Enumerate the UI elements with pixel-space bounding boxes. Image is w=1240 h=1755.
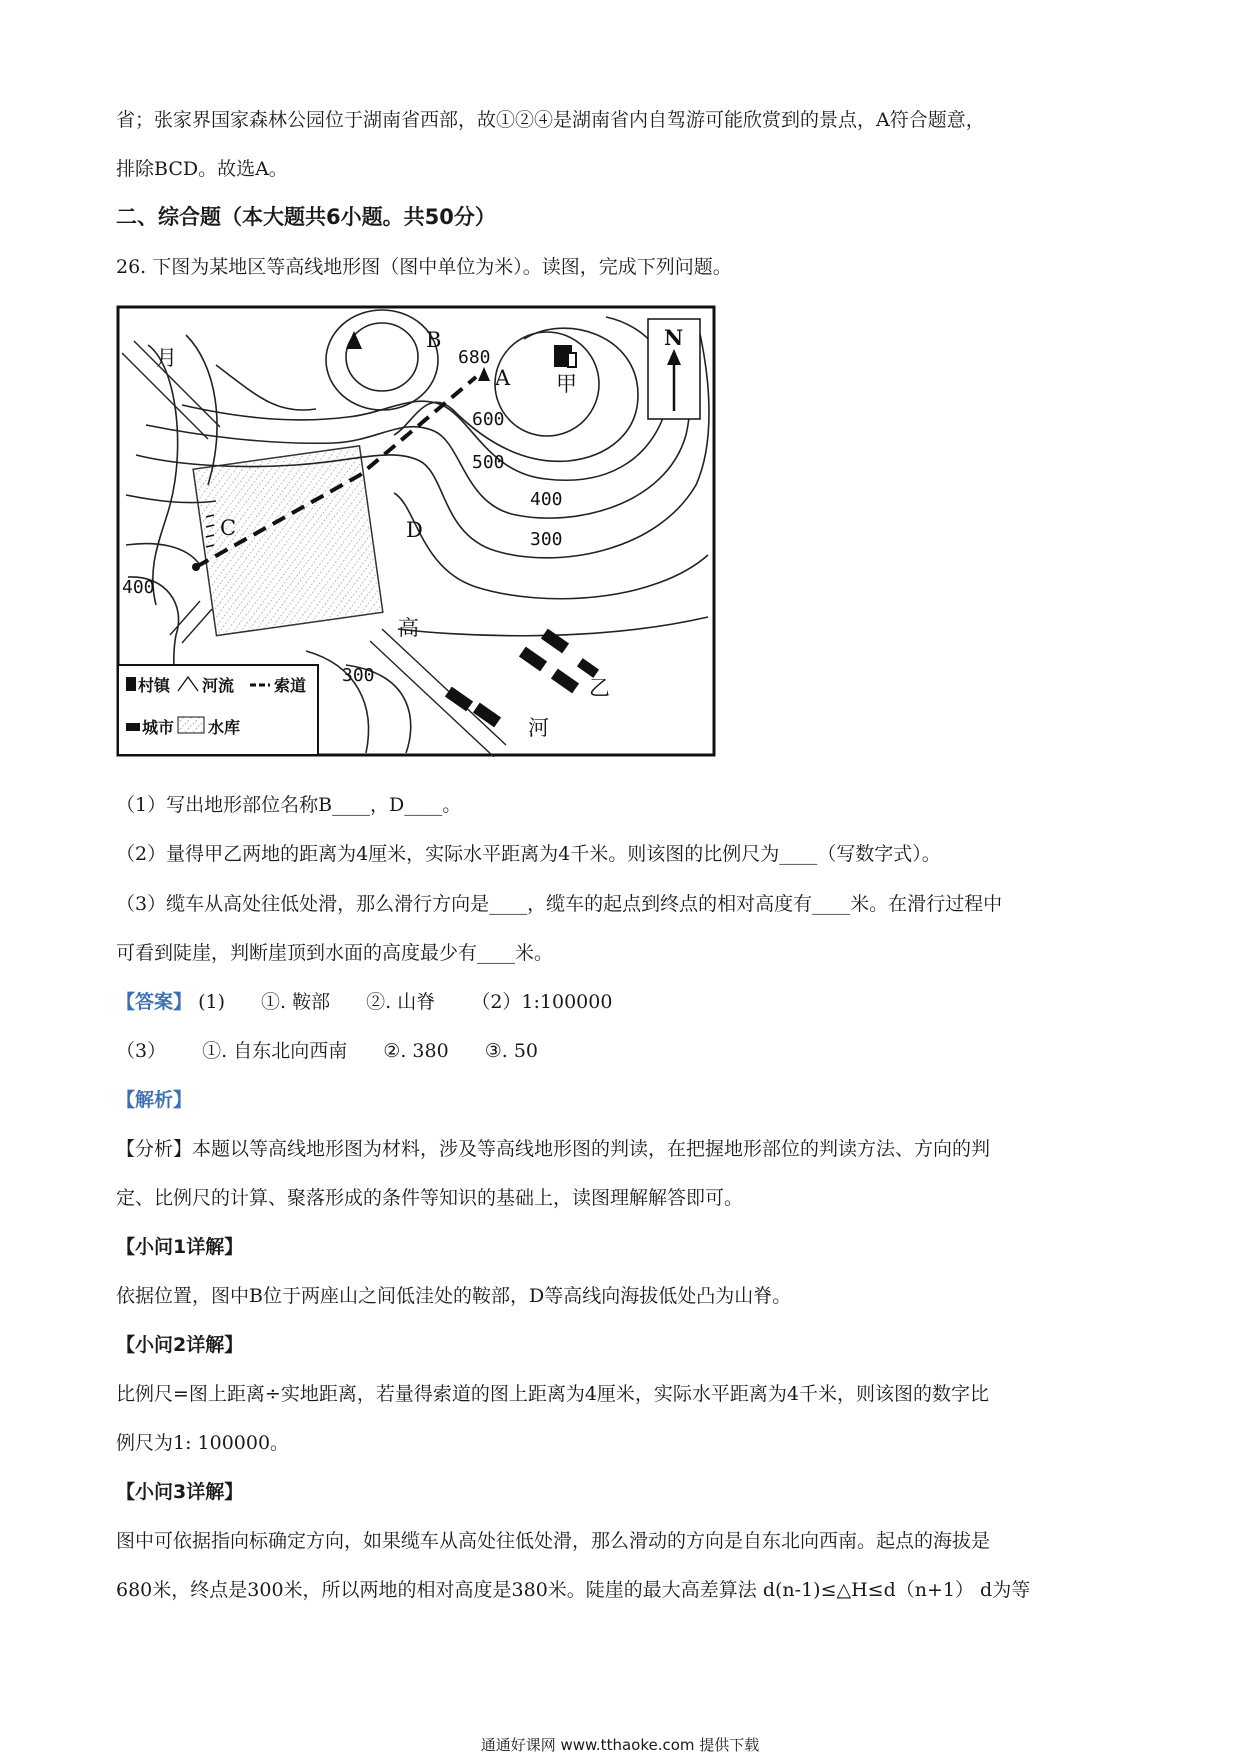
contour-label-300-south: 300 (342, 665, 375, 686)
legend-town-icon (126, 677, 136, 691)
legend-cable-label: 索道 (274, 676, 307, 695)
answer-line-1 (116, 990, 612, 1014)
map-label-b: B (426, 328, 442, 352)
legend-reservoir-icon (178, 717, 204, 733)
analysis-fenxi-1: 【分析】本题以等高线地形图为材料，涉及等高线地形图的判读，在把握地形部位的判读方法、方向的判 (116, 1138, 991, 1160)
contour-label-600: 600 (472, 409, 505, 430)
question-3-line-2: 可看到陡崖，判断崖顶到水面的高度最少有____米。 (116, 942, 554, 964)
contour-label-500: 500 (472, 452, 505, 473)
sub-question-1-text: 依据位置，图中B位于两座山之间低洼处的鞍部，D等高线向海拔低处凸为山脊。 (116, 1285, 792, 1307)
legend-city-icon (126, 723, 140, 731)
map-label-he: 河 (528, 716, 549, 740)
contour-label-680: 680 (458, 347, 491, 368)
map-label-jia: 甲 (556, 372, 577, 396)
legend-city-label: 城市 (142, 718, 175, 737)
answer-line-2 (116, 1039, 538, 1063)
legend-river-label: 河流 (202, 676, 235, 695)
section-title: 二、综合题（本大题共6小题。共50分） (116, 205, 496, 229)
map-label-c: C (220, 516, 237, 540)
question-stem: 26. 下图为某地区等高线地形图（图中单位为米）。读图，完成下列问题。 (116, 256, 732, 278)
page-footer: 通通好课网 www.tthaoke.com 提供下载 (480, 1736, 760, 1754)
answer-3b: ②. 380 (383, 1040, 449, 1062)
question-3-line-1: （3）缆车从高处往低处滑，那么滑行方向是____，缆车的起点到终点的相对高度有____米。在滑行过程中 (116, 893, 1003, 915)
contour-map (116, 305, 716, 757)
question-1: （1）写出地形部位名称B____，D____。 (116, 794, 462, 816)
answer-1a: ①. 鞍部 (261, 991, 331, 1013)
reservoir-area (193, 446, 383, 636)
contour-label-300: 300 (530, 529, 563, 550)
map-label-gao: 高 (398, 616, 419, 640)
map-label-d: D (406, 518, 423, 542)
question-2: （2）量得甲乙两地的距离为4厘米，实际水平距离为4千米。则该图的比例尺为____（写数字式）。 (116, 843, 941, 865)
sub-question-3-title: 【小问3详解】 (116, 1481, 244, 1503)
sub-question-2-text-1: 比例尺=图上距离÷实地距离，若量得索道的图上距离为4厘米，实际水平距离为4千米，则该图的数字比 (116, 1383, 990, 1405)
answer-3a: ①. 自东北向西南 (202, 1040, 348, 1062)
answer-2: （2）1:100000 (471, 991, 613, 1013)
analysis-tag: 【解析】 (116, 1089, 193, 1111)
sub-question-2-title: 【小问2详解】 (116, 1334, 244, 1356)
map-label-a: A (495, 366, 511, 390)
sub-question-3-text-1: 图中可依据指向标确定方向，如果缆车从高处往低处滑，那么滑动的方向是自东北向西南。起点的海拔是 (116, 1530, 991, 1552)
answer-1b: ②. 山脊 (366, 991, 436, 1013)
text-line: 排除BCD。故选A。 (116, 158, 288, 180)
answer-part-1: (1) (198, 991, 225, 1013)
answer-3c: ③. 50 (484, 1040, 539, 1062)
text-line: 省；张家界国家森林公园位于湖南省西部，故①②④是湖南省内自驾游可能欣赏到的景点，A符合题意， (116, 109, 985, 131)
contour-label-400: 400 (530, 489, 563, 510)
sub-question-1-title: 【小问1详解】 (116, 1236, 244, 1258)
cableway-end (192, 563, 200, 571)
map-label-yue: 月 (156, 346, 177, 370)
answer-part-3: （3） (116, 1040, 167, 1062)
map-label-yi: 乙 (589, 676, 610, 700)
legend-town-label: 村镇 (138, 676, 171, 695)
sub-question-3-text-2: 680米，终点是300米，所以两地的相对高度是380米。陡崖的最大高差算法 d(n-1)≤△H≤d（n+1） d为等 (116, 1579, 1031, 1601)
map-label-n: N (664, 325, 684, 350)
sub-question-2-text-2: 例尺为1: 100000。 (116, 1432, 290, 1454)
legend-reservoir-label: 水库 (208, 718, 241, 737)
answer-tag: 【答案】 (116, 991, 193, 1013)
analysis-fenxi-2: 定、比例尺的计算、聚落形成的条件等知识的基础上，读图理解解答即可。 (116, 1187, 744, 1209)
contour-label-400-west: 400 (122, 577, 155, 598)
